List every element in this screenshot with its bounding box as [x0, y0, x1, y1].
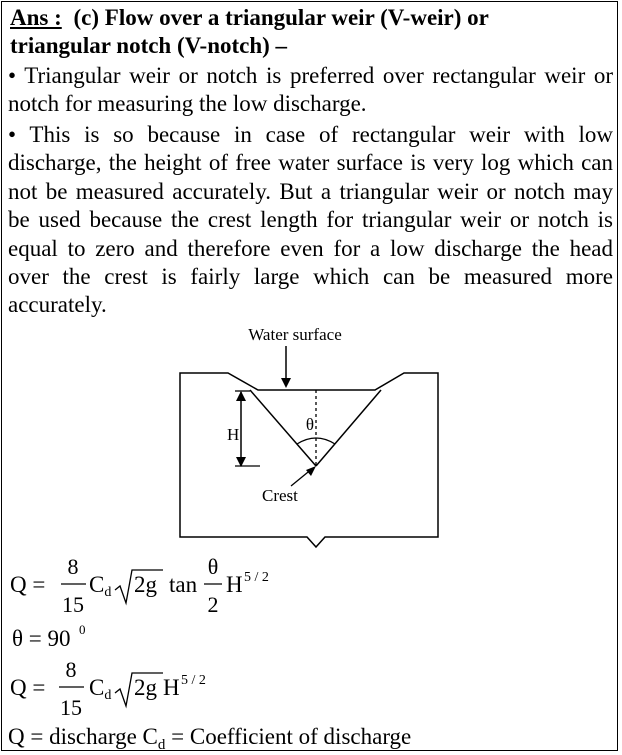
- theta-eq-degree: 0: [79, 622, 86, 637]
- f2-cd: Cd: [89, 675, 112, 703]
- f1-numerator: 8: [67, 554, 79, 579]
- crest-label: Crest: [262, 486, 298, 505]
- f1-sqrt-arg: 2g: [134, 572, 157, 597]
- paragraph-preference: • Triangular weir or notch is preferred over rectangular weir or notch for measuring the low discharge.: [8, 63, 613, 117]
- theta-equation: [12, 622, 86, 651]
- heading-line2: triangular notch (V-notch) –: [10, 33, 288, 58]
- f2-lhs: Q =: [10, 675, 46, 700]
- head-arrow-top: [236, 391, 246, 401]
- f1-lhs: Q =: [10, 572, 46, 597]
- water-surface-label: Water surface: [248, 325, 342, 344]
- f1-head: H: [226, 572, 243, 597]
- f2-denominator: 15: [60, 695, 82, 720]
- f2-sqrt-arg: 2g: [134, 675, 157, 700]
- f2-head: H: [163, 675, 180, 700]
- f1-theta-den: 2: [207, 592, 219, 617]
- formula-legend: Q = discharge $C_d$ = Coefficient of discharge: [8, 724, 412, 753]
- paragraph-reason: • This is so because in case of rectangular weir with low discharge, the height of free water surface is very log which can not be measured accurately. But a triangular weir or notch may be used because the crest length for triangular weir or notch is equal to zero and therefore even for a low discharge the head over the crest is fairly large which can be measured more accurately.: [8, 122, 613, 318]
- f1-head-exponent: 5 / 2: [244, 570, 269, 585]
- f2-head-exponent: 5 / 2: [181, 673, 206, 688]
- f1-theta-num: θ: [207, 554, 219, 579]
- water-surface-arrowhead: [281, 378, 291, 388]
- ans-label: Ans :: [10, 5, 62, 30]
- crest-arrowhead: [306, 466, 316, 476]
- discharge-formula-1: [10, 554, 269, 617]
- weir-plate-outline: [180, 373, 438, 547]
- theta-label: θ: [305, 415, 315, 434]
- heading-line1: (c) Flow over a triangular weir (V-weir) or: [73, 5, 489, 30]
- f1-denominator: 15: [62, 592, 84, 617]
- theta-eq-text: θ = 90: [12, 626, 71, 651]
- f1-cd: Cd: [89, 572, 112, 600]
- f1-tan: tan: [169, 572, 198, 597]
- discharge-formula-2: [10, 657, 206, 720]
- f2-numerator: 8: [65, 657, 77, 682]
- notch-right-side: [316, 390, 381, 466]
- head-label: H: [227, 425, 240, 444]
